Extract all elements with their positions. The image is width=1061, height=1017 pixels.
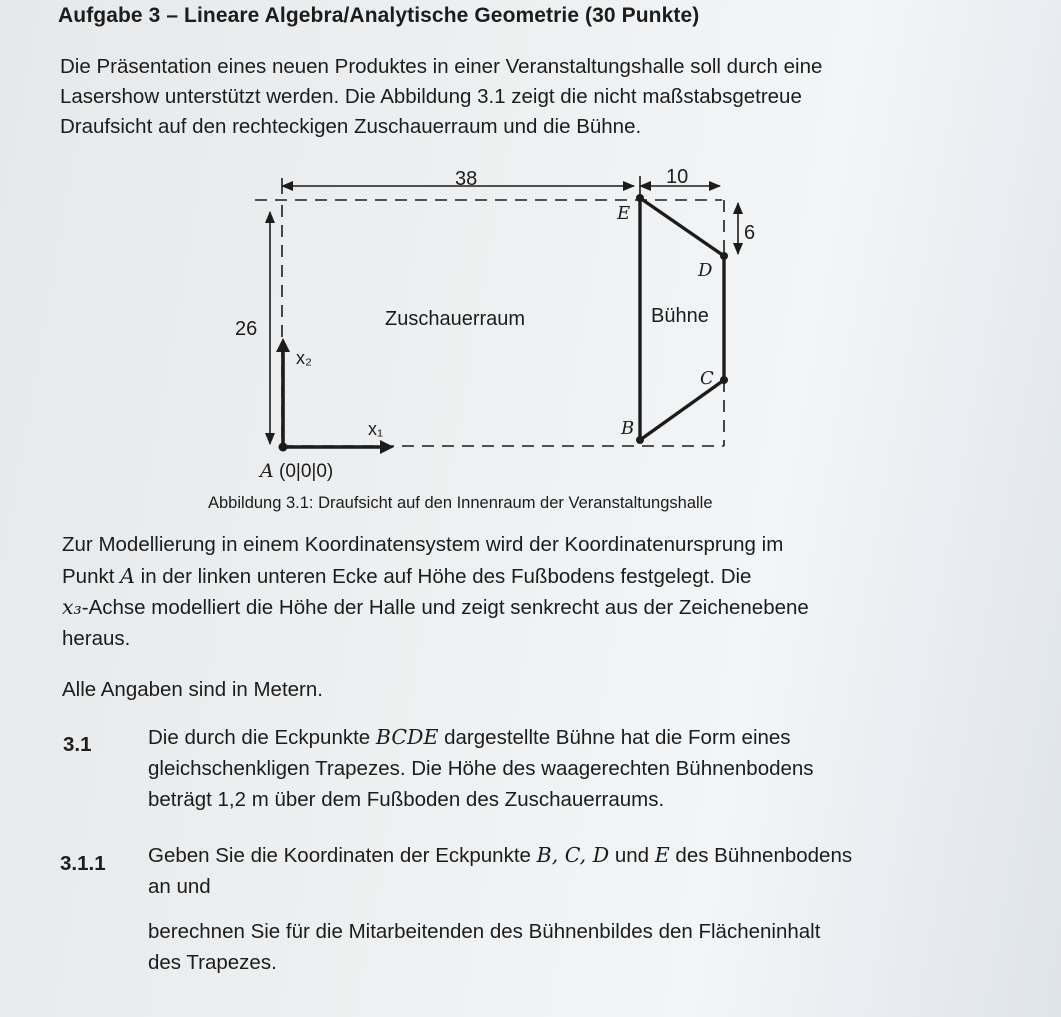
axis-label-x1: x₁	[368, 419, 384, 439]
point-a-coords: (0|0|0)	[279, 461, 334, 482]
modelling-line: Zur Modellierung in einem Koordinatensystem wird der Koordinatenursprung im	[62, 533, 784, 556]
label-buehne: Bühne	[651, 305, 709, 327]
point-label-c: C	[700, 368, 714, 389]
text-fragment: in der linken unteren Ecke auf Höhe des Fußbodens festgelegt. Die	[134, 564, 752, 588]
point-e-marker	[636, 194, 644, 202]
task-line	[148, 722, 948, 753]
task-number-3-1: 3.1	[63, 733, 92, 756]
label-zuschauerraum: Zuschauerraum	[385, 308, 526, 330]
task-line: beträgt 1,2 m über dem Fußboden des Zuschauerraums.	[148, 788, 665, 811]
text-fragment: Geben Sie die Koordinaten der Eckpunkte	[148, 844, 537, 867]
dim-label-38: 38	[455, 168, 478, 190]
intro-line: Draufsicht auf den rechteckigen Zuschauerraum und die Bühne.	[60, 115, 642, 138]
text-fragment: Punkt	[62, 564, 121, 588]
dim-label-6: 6	[744, 222, 756, 244]
point-label-d: D	[698, 260, 713, 281]
math-variable: B, C, D	[536, 843, 610, 867]
math-variable: E	[654, 843, 670, 867]
point-label-b: B	[621, 418, 635, 439]
x2-axis-arrowhead	[276, 338, 290, 352]
dim-label-26: 26	[235, 318, 258, 340]
figure-caption: Abbildung 3.1: Draufsicht auf den Innenraum der Veranstaltungshalle	[208, 494, 713, 512]
modelling-line: heraus.	[62, 626, 131, 650]
modelling-paragraph	[62, 530, 962, 654]
text-fragment: -Achse modelliert die Höhe der Halle und zeigt senkrecht aus der Zeichenebene	[81, 596, 809, 619]
task-line: berechnen Sie für die Mitarbeitenden des Bühnenbildes den Flächeninhalt	[148, 920, 821, 943]
text-fragment: dargestellte Bühne hat die Form eines	[438, 726, 791, 749]
units-note: Alle Angaben sind in Metern.	[62, 678, 323, 701]
text-fragment: und	[609, 844, 655, 867]
intro-line: Lasershow unterstützt werden. Die Abbildung 3.1 zeigt die nicht maßstabsgetreue	[60, 85, 802, 108]
dim-label-10: 10	[666, 166, 689, 188]
task-number-3-1-1: 3.1.1	[60, 852, 106, 875]
point-b-marker	[636, 436, 644, 444]
task-title: Aufgabe 3 – Lineare Algebra/Analytische Geometrie (30 Punkte)	[58, 4, 700, 27]
task-3-1-1-text	[148, 840, 978, 978]
task-line	[148, 840, 978, 871]
math-variable: A	[120, 563, 135, 588]
point-d-marker	[720, 252, 728, 260]
point-c-marker	[720, 376, 728, 384]
modelling-line	[62, 561, 962, 593]
point-label-a: A	[260, 460, 274, 482]
task-line: an und	[148, 875, 211, 898]
task-line: gleichschenkligen Trapezes. Die Höhe des waagerechten Bühnenbodens	[148, 757, 814, 780]
task-line: des Trapezes.	[148, 951, 277, 974]
point-label-e: E	[617, 203, 631, 224]
intro-line: Die Präsentation eines neuen Produktes in einer Veranstaltungshalle soll durch eine	[60, 55, 823, 78]
task-3-1-text	[148, 722, 948, 815]
math-variable: x₃	[62, 595, 82, 619]
text-fragment: des Bühnenbodens	[669, 844, 853, 867]
axis-label-x2: x₂	[296, 348, 312, 368]
modelling-line	[62, 592, 962, 624]
x1-axis-arrowhead	[380, 440, 394, 454]
math-variable: BCDE	[375, 725, 439, 749]
text-fragment: Die durch die Eckpunkte	[148, 726, 376, 749]
